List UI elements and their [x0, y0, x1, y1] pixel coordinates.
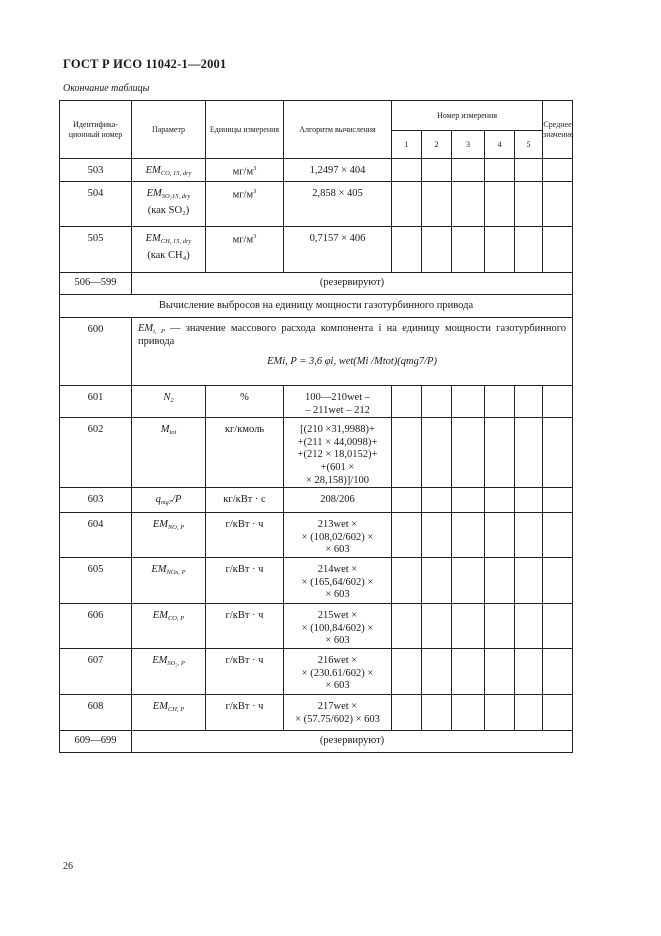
- row-id: 603: [60, 488, 132, 513]
- row-description: $EM_{i, P}$ — значение массового расхода компонента i на единицу мощности газотурбинного привода EMi, P = 3,6 φi, wet(Mi /Mtot)(qmg7/P): [132, 318, 573, 386]
- meas-1-header: 1: [392, 131, 422, 159]
- table-row: [60, 273, 573, 295]
- document-header: ГОСТ Р ИСО 11042-1—2001: [63, 57, 227, 71]
- row-id: 605: [60, 558, 132, 604]
- row-units: кг/кмоль: [206, 418, 284, 488]
- row-id: 609—699: [60, 731, 132, 753]
- row-units: кг/кВт · с: [206, 488, 284, 513]
- row-units: г/кВт · ч: [206, 513, 284, 558]
- table-row: [60, 649, 573, 695]
- row-algo: 1,2497 × 404: [284, 159, 392, 182]
- row-id: 604: [60, 513, 132, 558]
- table-caption: Окончание таблицы: [63, 83, 150, 94]
- row-id: 505: [60, 227, 132, 273]
- row-units: г/кВт · ч: [206, 695, 284, 731]
- meas-2-header: 2: [422, 131, 452, 159]
- row-units: $мг/м^3$: [206, 182, 284, 227]
- reserved-text: (резервируют): [132, 731, 573, 753]
- row-param: $N_2$: [132, 386, 206, 418]
- table-row: [60, 418, 573, 488]
- row-param: $q_{mg7}/P$: [132, 488, 206, 513]
- col-algo-header: Алгоритм вычисления: [284, 101, 392, 159]
- col-meas-header: Номер измерения: [392, 101, 543, 131]
- row-param: $EM_{NOx, P}$: [132, 558, 206, 604]
- section-title: Вычисление выбросов на единицу мощности газотурбинного привода: [60, 295, 573, 318]
- row-units: $мг/м^3$: [206, 227, 284, 273]
- table-row: [60, 182, 573, 227]
- row-id: 602: [60, 418, 132, 488]
- table-row: [60, 513, 573, 558]
- row-param: $EM_{SO_215, dry}$ (как SO₂): [132, 182, 206, 227]
- row-param: $EM_{CH, P}$: [132, 695, 206, 731]
- table-row: [60, 386, 573, 418]
- table-row: [60, 695, 573, 731]
- row-algo: 217wet × × (57.75/602) × 603: [284, 695, 392, 731]
- row-algo: 213wet × × (108,02/602) × × 603: [284, 513, 392, 558]
- table-row: [60, 159, 573, 182]
- row-id: 506—599: [60, 273, 132, 295]
- col-param-header: Параметр: [132, 101, 206, 159]
- formula: EMi, P = 3,6 φi, wet(Mi /Mtot)(qmg7/P): [267, 356, 437, 368]
- meas-5-header: 5: [515, 131, 543, 159]
- row-param: $EM_{CO, P}$: [132, 604, 206, 649]
- col-id-header: Идентифика-ционный номер: [60, 101, 132, 159]
- col-avg-header: Среднее значение: [543, 101, 573, 159]
- row-units: $мг/м^3$: [206, 159, 284, 182]
- row-algo: [(210 ×31,9988)+ +(211 × 44,0098)+ +(212 × 18,0152)+ +(601 × × 28,158)]/100: [284, 418, 392, 488]
- table-row: [60, 227, 573, 273]
- row-param: $EM_{SO_2, P}$: [132, 649, 206, 695]
- measurement-table: [59, 100, 573, 753]
- table-row: [60, 604, 573, 649]
- row-id: 608: [60, 695, 132, 731]
- row-algo: 100—210wet – – 211wet – 212: [284, 386, 392, 418]
- row-id: 504: [60, 182, 132, 227]
- table-row: [60, 731, 573, 753]
- header-row: [60, 101, 573, 131]
- row-algo: 0,7157 × 406: [284, 227, 392, 273]
- section-row: [60, 295, 573, 318]
- page-number: 26: [63, 861, 73, 872]
- row-id: 503: [60, 159, 132, 182]
- table-row: [60, 488, 573, 513]
- row-id: 601: [60, 386, 132, 418]
- row-algo: 208/206: [284, 488, 392, 513]
- row-id: 606: [60, 604, 132, 649]
- row-id: 600: [60, 318, 132, 386]
- reserved-text: (резервируют): [132, 273, 573, 295]
- row-algo: 2,858 × 405: [284, 182, 392, 227]
- table-row: [60, 558, 573, 604]
- row-algo: 215wet × × (100,84/602) × × 603: [284, 604, 392, 649]
- row-param: $EM_{NO, P}$: [132, 513, 206, 558]
- row-id: 607: [60, 649, 132, 695]
- row-units: г/кВт · ч: [206, 649, 284, 695]
- row-units: г/кВт · ч: [206, 604, 284, 649]
- col-units-header: Единицы измерения: [206, 101, 284, 159]
- row-param: $M_{tot}$: [132, 418, 206, 488]
- meas-4-header: 4: [485, 131, 515, 159]
- table-row: [60, 318, 573, 386]
- row-algo: 216wet × × (230.61/602) × × 603: [284, 649, 392, 695]
- row-param: $EM_{CH, 15, dry}$ (как CH₄): [132, 227, 206, 273]
- row-units: %: [206, 386, 284, 418]
- row-algo: 214wet × × (165,64/602) × × 603: [284, 558, 392, 604]
- row-param: $EM_{CO, 15, dry}$: [132, 159, 206, 182]
- meas-3-header: 3: [452, 131, 485, 159]
- row-units: г/кВт · ч: [206, 558, 284, 604]
